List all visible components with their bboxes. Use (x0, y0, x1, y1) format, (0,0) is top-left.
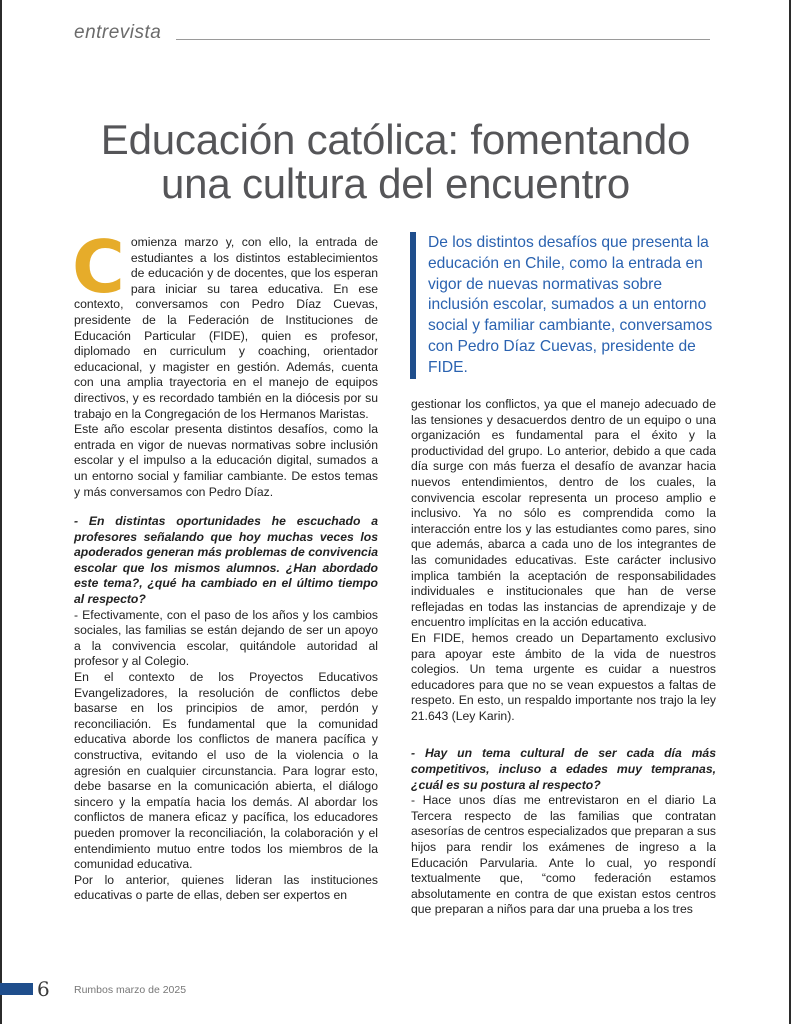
answer-paragraph: - Efectivamente, con el paso de los años y los cambios sociales, las familias se están dejando de ser un apoyo a la convivencia escolar, quitándole autoridad al profesor y al Colegio. (74, 607, 378, 669)
section-label: entrevista (74, 22, 162, 43)
footer-accent-bar (0, 983, 33, 995)
left-column (72, 225, 378, 904)
publication-info: Rumbos marzo de 2025 (74, 984, 187, 996)
drop-cap: C (72, 225, 125, 309)
intro-text: omienza marzo y, con ello, la entrada de estudiantes a los distintos establecimientos de educación y de docentes, que los esperan para iniciar su tarea educativa. En ese contexto, conversamos con Pedro Díaz Cuevas, presidente de la Federación de Instituciones de Educación Particular (FIDE), quien es profesor, diplomado en curriculum y coaching, orientador educacional, y magister en gestión. Además, cuenta con una amplia trayectoria en el manejo de equipos directivos, y es recordado también en la diócesis por su trabajo en la Congregación de los Hermanos Maristas. (74, 235, 378, 421)
answer-paragraph: - Hace unos días me entrevistaron en el diario La Tercera respecto de las familias que contratan asesorías de centros especializados que preparan a sus hijos para rendir los exámenes de ingreso a la Educación Parvularia. Ante lo cual, yo respondí textualmente que, “como federación estamos absolutamente en contra de que existan estos centros que preparan a niños para dar una prueba a los tres (411, 793, 716, 917)
section-rule (176, 39, 710, 40)
paragraph: Este año escolar presenta distintos desafíos, como la entrada en vigor de nuevas normativas sobre inclusión escolar y el impulso a la educación digital, sumados a un entorno social y familiar cambiante. De estos temas y más conversamos con Pedro Díaz. (74, 422, 378, 499)
paragraph: gestionar los conflictos, ya que el manejo adecuado de las tensiones y desacuerdos dentro de un equipo o una organización es fundamental para el éxito y la productividad del grupo. Lo anterior, debido a que cada día surge con más fuerza el desafío de avanzar hacia nuevos entendimientos, dentro de los cuales, la convivencia escolar representa un proceso amplio e inclusivo. Ya no sólo es comprendida como la interacción entre los y las estudiantes como pares, sino que además, abarca a cada uno de los integrantes de las comunidades educativas. Este carácter inclusivo implica también la aceptación de responsabilidades individuales e institucionales que han de verse reflejadas en todas las instancias de aprendizaje y de encuentro implícitas en la acción educativa. (411, 397, 716, 630)
question-2: - Hay un tema cultural de ser cada día más competitivos, incluso a edades muy tempranas, ¿cuál es su postura al respecto? (411, 746, 716, 792)
paragraph: En el contexto de los Proyectos Educativos Evangelizadores, la resolución de conflictos debe basarse en los principios de amor, perdón y reconciliación. Es fundamental que la comunidad educativa aborde los conflictos de manera pacífica y constructiva, evitando el uso de la violencia o la agresión en cualquier circunstancia. Para lograr esto, debe basarse en la comunicación abierta, el diálogo sincero y la empatía hacia los demás. Al abordar los conflictos de manera eficaz y pacífica, los educadores pueden promover la reconciliación, la colaboración y el entendimiento mutuo entre todos los miembros de la comunidad educativa. (74, 670, 378, 872)
right-column (411, 397, 716, 918)
paragraph: En FIDE, hemos creado un Departamento exclusivo para apoyar este ámbito de la vida de nuestros colegios. Un tema urgente es cuidar a nuestros educadores para que no se vean expuestos a faltas de respeto. En esto, un respaldo importante nos trajo la ley 21.643 (Ley Karin). (411, 630, 716, 723)
article-title (0, 118, 791, 206)
intro-paragraph (72, 225, 378, 422)
pull-quote-bar (410, 232, 416, 379)
title-line-2: una cultura del encuentro (161, 160, 630, 207)
question-1: - En distintas oportunidades he escuchado a profesores señalando que hoy muchas veces los apoderados generan más problemas de convivencia escolar que los mismos alumnos. ¿Han abordado este tema?, ¿qué ha cambiado en el último tiempo al respecto? (74, 514, 378, 607)
title-line-1: Educación católica: fomentando (100, 116, 691, 163)
page-number: 6 (37, 977, 50, 1001)
paragraph: Por lo anterior, quienes lideran las instituciones educativas o parte de ellas, deben ser expertos en (74, 872, 378, 903)
pull-quote: De los distintos desafíos que presenta la educación en Chile, como la entrada en vigor de nuevas normativas sobre inclusión escolar, sumados a un entorno social y familiar cambiante, conversamos con Pedro Díaz Cuevas, presidente de FIDE. (428, 234, 713, 376)
